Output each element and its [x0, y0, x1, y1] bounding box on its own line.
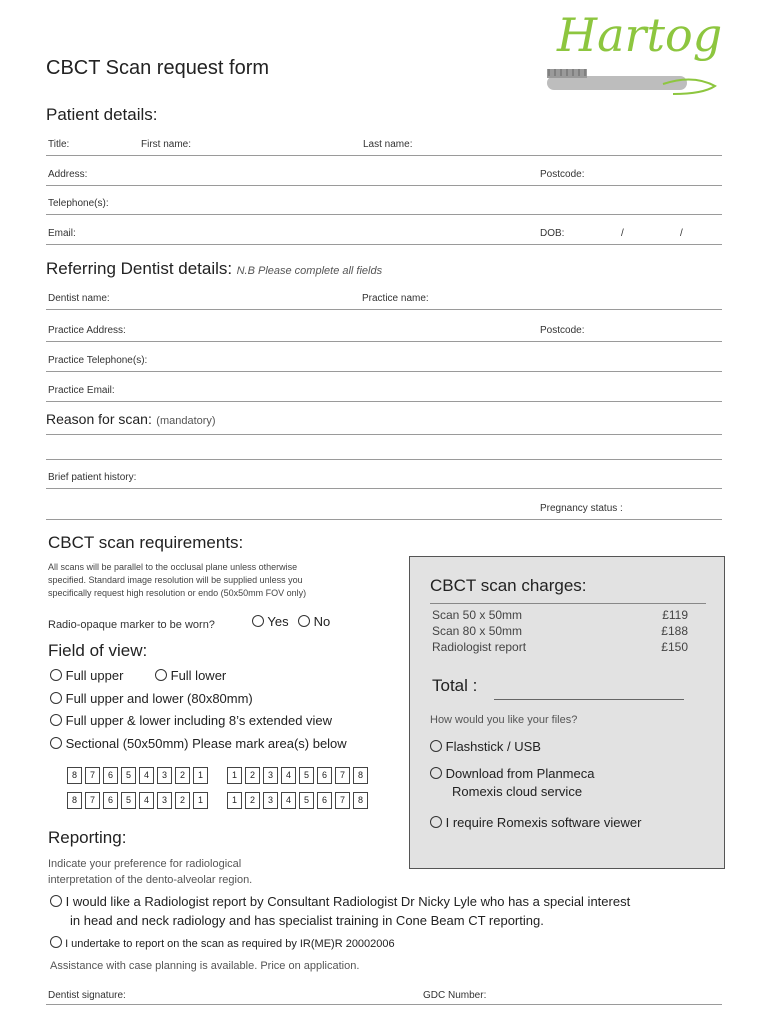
sectional-label: Sectional (50x50mm) Please mark area(s) below [65, 736, 347, 751]
divider [46, 434, 722, 435]
sectional-option[interactable] [50, 736, 347, 751]
requirements-note-line: specified. Standard image resolution will be supplied unless you [48, 575, 303, 585]
dob-separator: / [680, 228, 683, 239]
last-name-field[interactable] [420, 133, 722, 153]
tooth-box[interactable]: 6 [103, 767, 118, 784]
tooth-box[interactable]: 3 [157, 792, 172, 809]
extended-view-label: Full upper & lower including 8’s extended view [65, 713, 333, 728]
postcode-label: Postcode: [540, 169, 585, 180]
tooth-box[interactable]: 4 [139, 767, 154, 784]
address-field[interactable] [96, 163, 536, 183]
title-field[interactable] [80, 133, 138, 153]
email-label: Email: [48, 228, 76, 239]
tooth-box[interactable]: 2 [175, 767, 190, 784]
teeth-lower-left [67, 792, 211, 809]
postcode-field[interactable] [594, 163, 722, 183]
practice-address-label: Practice Address: [48, 325, 126, 336]
tooth-box[interactable]: 2 [175, 792, 190, 809]
charge-price: £119 [662, 608, 688, 622]
radio-icon[interactable] [50, 936, 62, 948]
viewer-label: I require Romexis software viewer [445, 815, 642, 830]
radiologist-report-option[interactable] [50, 894, 630, 909]
divider [46, 1004, 722, 1005]
charge-label: Scan 50 x 50mm [432, 608, 523, 622]
reporting-preference [48, 856, 252, 888]
divider [46, 519, 722, 520]
download-option[interactable] [430, 766, 594, 781]
reason-header [46, 411, 216, 429]
referring-section-title: Referring Dentist details: [46, 259, 233, 278]
tooth-box[interactable]: 3 [263, 767, 278, 784]
charge-row [432, 607, 688, 623]
radio-icon[interactable] [50, 714, 62, 726]
divider [430, 603, 706, 604]
divider [46, 488, 722, 489]
radio-icon[interactable] [50, 692, 62, 704]
tooth-box[interactable]: 1 [193, 767, 208, 784]
flashstick-option[interactable] [430, 739, 541, 754]
practice-telephone-field[interactable] [164, 349, 722, 369]
radio-icon[interactable] [252, 615, 264, 627]
address-label: Address: [48, 169, 88, 180]
tooth-box[interactable]: 3 [157, 767, 172, 784]
tooth-box[interactable]: 5 [121, 792, 136, 809]
full-upper-lower-option[interactable] [50, 691, 253, 706]
requirements-note [48, 561, 306, 600]
radio-icon[interactable] [50, 669, 62, 681]
divider [46, 155, 722, 156]
files-question: How would you like your files? [430, 714, 578, 726]
practice-telephone-label: Practice Telephone(s): [48, 355, 148, 366]
charge-price: £188 [661, 624, 688, 638]
reporting-title: Reporting: [48, 828, 127, 847]
charge-price: £150 [661, 640, 688, 654]
practice-postcode-label: Postcode: [540, 325, 585, 336]
divider [46, 401, 722, 402]
full-lower-label: Full lower [170, 668, 227, 683]
signature-label: Dentist signature: [48, 990, 126, 1001]
divider [46, 341, 722, 342]
practice-email-field[interactable] [126, 379, 722, 399]
requirements-note-line: specifically request high resolution or endo (50x50mm FOV only) [48, 588, 307, 598]
tooth-box[interactable]: 8 [67, 767, 82, 784]
radio-icon[interactable] [298, 615, 310, 627]
requirements-title: CBCT scan requirements: [48, 533, 244, 552]
practice-address-field[interactable] [140, 319, 536, 339]
radio-icon[interactable] [430, 740, 442, 752]
tooth-box[interactable]: 1 [193, 792, 208, 809]
pregnancy-label: Pregnancy status : [540, 503, 623, 514]
divider [46, 309, 722, 310]
tooth-box[interactable]: 2 [245, 792, 260, 809]
self-report-option[interactable] [50, 936, 395, 950]
tooth-box[interactable]: 6 [317, 792, 332, 809]
tooth-box[interactable]: 6 [317, 767, 332, 784]
charges-list [432, 607, 688, 655]
tooth-box[interactable]: 1 [227, 767, 242, 784]
reporting-preference-line: interpretation of the dento-alveolar region. [48, 874, 253, 886]
tooth-box[interactable]: 8 [67, 792, 82, 809]
telephone-field[interactable] [120, 192, 722, 212]
dob-separator: / [621, 228, 624, 239]
divider [46, 214, 722, 215]
first-name-label: First name: [141, 139, 192, 150]
tooth-box[interactable]: 5 [299, 767, 314, 784]
dob-field[interactable] [574, 222, 722, 242]
reason-field[interactable] [240, 410, 722, 432]
radio-icon[interactable] [50, 737, 62, 749]
tooth-box[interactable]: 7 [85, 792, 100, 809]
charge-label: Scan 80 x 50mm [432, 624, 523, 638]
tooth-box[interactable]: 4 [281, 792, 296, 809]
tooth-box[interactable]: 1 [227, 792, 242, 809]
assistance-note: Assistance with case planning is available. Price on application. [50, 960, 360, 972]
tooth-box[interactable]: 4 [139, 792, 154, 809]
reason-title: Reason for scan: [46, 411, 152, 427]
divider [46, 459, 722, 460]
practice-postcode-field[interactable] [594, 319, 722, 339]
self-report-label: I undertake to report on the scan as required by IR(ME)R 20002006 [65, 938, 395, 950]
patient-section-title: Patient details: [46, 105, 158, 124]
tooth-box[interactable]: 6 [103, 792, 118, 809]
practice-name-field[interactable] [440, 287, 722, 307]
charges-title: CBCT scan charges: [430, 576, 587, 595]
tooth-box[interactable]: 5 [121, 767, 136, 784]
charge-label: Radiologist report [432, 640, 527, 654]
teeth-lower-right [227, 792, 371, 809]
dentist-name-field[interactable] [124, 287, 356, 307]
total-underline [494, 699, 684, 700]
referring-section-header [46, 259, 382, 279]
marker-yes-option[interactable] [252, 614, 289, 629]
teeth-upper-left [67, 767, 211, 784]
extended-view-option[interactable] [50, 713, 332, 728]
pregnancy-field[interactable] [636, 497, 722, 517]
charge-row [432, 639, 688, 655]
radio-icon[interactable] [50, 895, 62, 907]
tooth-box[interactable]: 5 [299, 792, 314, 809]
gdc-number-field[interactable] [504, 984, 722, 1002]
download-label-line2: Romexis cloud service [452, 784, 583, 799]
hartog-logo [543, 8, 723, 104]
full-upper-option[interactable] [50, 668, 123, 683]
requirements-note-line: All scans will be parallel to the occlusal plane unless otherwise [48, 562, 298, 572]
radiologist-report-label-line2: in head and neck radiology and has specialist training in Cone Beam CT reporting. [70, 913, 544, 928]
radio-icon[interactable] [430, 767, 442, 779]
full-upper-lower-label: Full upper and lower (80x80mm) [65, 691, 253, 706]
field-of-view-title: Field of view: [48, 641, 148, 660]
marker-no-option[interactable] [298, 614, 330, 629]
tooth-box[interactable]: 7 [335, 792, 350, 809]
charge-row [432, 623, 688, 639]
marker-question: Radio-opaque marker to be worn? [48, 619, 215, 631]
telephone-label: Telephone(s): [48, 198, 109, 209]
tooth-box[interactable]: 7 [85, 767, 100, 784]
divider [46, 371, 722, 372]
tooth-box[interactable]: 4 [281, 767, 296, 784]
dentist-name-label: Dentist name: [48, 293, 110, 304]
title-label: Title: [48, 139, 70, 150]
practice-email-label: Practice Email: [48, 385, 115, 396]
no-label: No [313, 614, 331, 629]
teeth-upper-right [227, 767, 371, 784]
last-name-label: Last name: [363, 139, 413, 150]
tooth-box[interactable]: 3 [263, 792, 278, 809]
radiologist-report-label: I would like a Radiologist report by Consultant Radiologist Dr Nicky Lyle who has a special interest [65, 894, 631, 909]
reporting-preference-line: Indicate your preference for radiological [48, 858, 242, 870]
charges-panel [409, 556, 725, 869]
practice-name-label: Practice name: [362, 293, 429, 304]
reason-field-line2[interactable] [46, 438, 722, 458]
divider [46, 185, 722, 186]
radio-icon[interactable] [155, 669, 167, 681]
tooth-box[interactable]: 8 [353, 767, 368, 784]
radio-icon[interactable] [430, 816, 442, 828]
dob-label: DOB: [540, 228, 565, 239]
total-field[interactable] [494, 681, 684, 699]
signature-field[interactable] [140, 984, 416, 1002]
logo-wordmark: Hartog [557, 8, 723, 62]
divider [46, 244, 722, 245]
reason-mandatory: (mandatory) [156, 415, 216, 427]
total-label: Total : [432, 676, 478, 695]
yes-label: Yes [267, 614, 289, 629]
first-name-field[interactable] [200, 133, 360, 153]
tooth-box[interactable]: 8 [353, 792, 368, 809]
marker-question-row [48, 615, 215, 633]
tooth-box[interactable]: 2 [245, 767, 260, 784]
referring-note: N.B Please complete all fields [236, 265, 383, 277]
gdc-label: GDC Number: [423, 990, 487, 1001]
email-field[interactable] [82, 222, 532, 242]
tooth-box[interactable]: 7 [335, 767, 350, 784]
full-upper-label: Full upper [65, 668, 124, 683]
form-title: CBCT Scan request form [46, 57, 270, 79]
brief-history-field[interactable] [158, 466, 722, 486]
viewer-option[interactable] [430, 815, 641, 830]
brief-history-label: Brief patient history: [48, 472, 137, 483]
full-lower-option[interactable] [155, 668, 226, 683]
download-label: Download from Planmeca [445, 766, 595, 781]
flashstick-label: Flashstick / USB [445, 739, 541, 754]
